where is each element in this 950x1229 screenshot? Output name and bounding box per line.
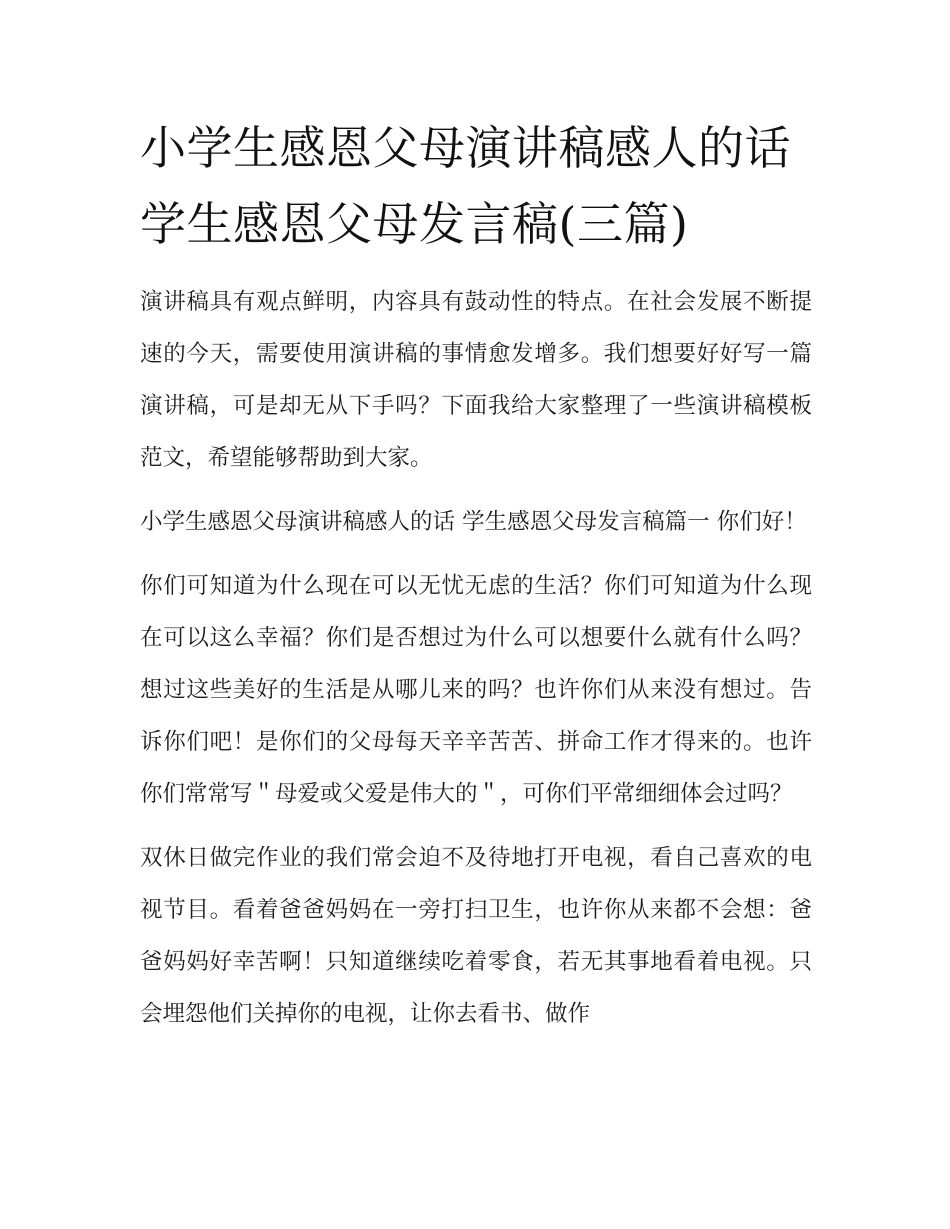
- body-paragraph: 双休日做完作业的我们常会迫不及待地打开电视，看自己喜欢的电视节目。看着爸爸妈妈在一旁打扫卫生，也许你从来都不会想：爸爸妈妈好幸苦啊！只知道继续吃着零食，若无其事地看着电视。只会埋怨他们关掉你的电视，让你去看书、做作: [140, 845, 812, 1027]
- intro-paragraph: 演讲稿具有观点鲜明，内容具有鼓动性的特点。在社会发展不断提速的今天，需要使用演讲稿的事情愈发增多。我们想要好好写一篇演讲稿，可是却无从下手吗？下面我给大家整理了一些演讲稿模板范文，希望能够帮助到大家。: [140, 289, 812, 471]
- document-title: 小学生感恩父母演讲稿感人的话 学生感恩父母发言稿(三篇): [140, 121, 791, 251]
- section-heading-paragraph: 小学生感恩父母演讲稿感人的话 学生感恩父母发言稿篇一 你们好！: [140, 509, 807, 535]
- document-body: [140, 110, 812, 1040]
- body-paragraph: 你们可知道为什么现在可以无忧无虑的生活？你们可知道为什么现在可以这么幸福？你们是否想过为什么可以想要什么就有什么吗？想过这些美好的生活是从哪儿来的吗？也许你们从来没有想过。告诉你们吧！是你们的父母每天辛辛苦苦、拼命工作才得来的。也许你们常常写＂母爱或父爱是伟大的＂，可你们平常细细体会过吗？: [140, 573, 812, 807]
